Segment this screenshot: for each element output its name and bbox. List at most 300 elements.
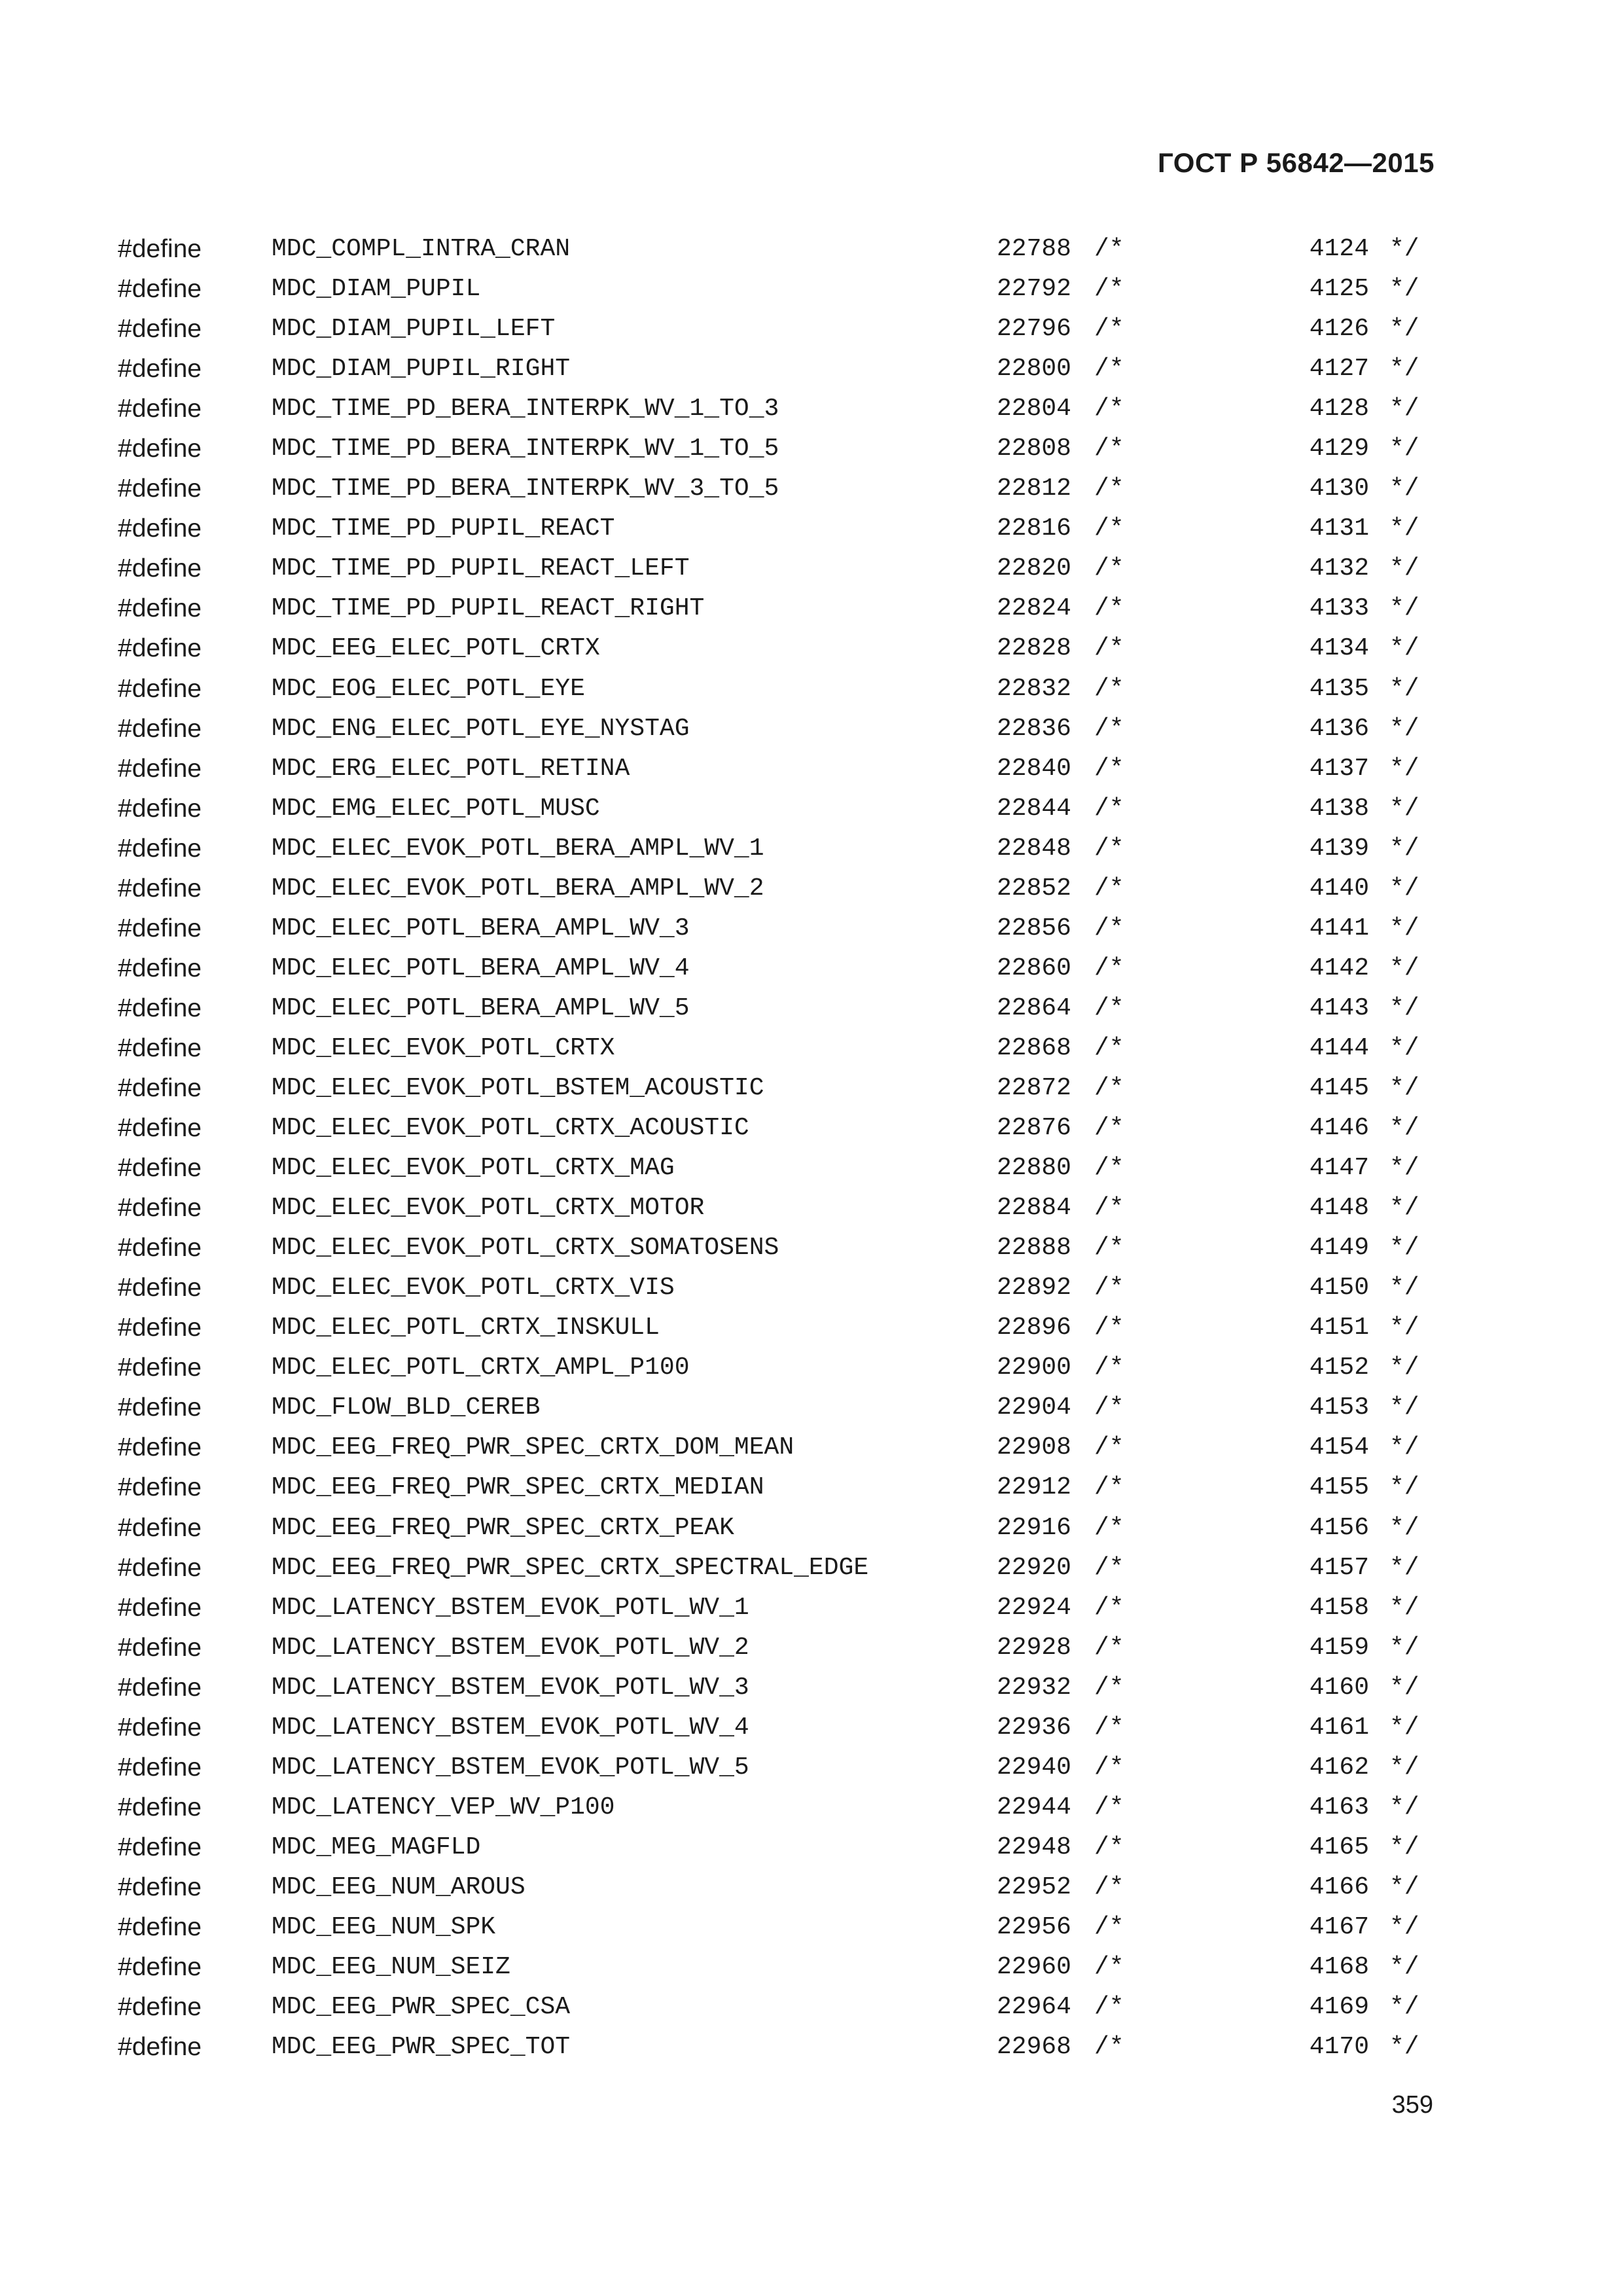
comment-open: /* [1094, 554, 1124, 583]
comment-close: */ [1389, 1274, 1419, 1302]
reference-code: 4154 [1309, 1433, 1369, 1462]
comment-open: /* [1094, 754, 1124, 783]
define-keyword: #define [118, 634, 202, 663]
macro-name: MDC_LATENCY_BSTEM_EVOK_POTL_WV_3 [272, 1673, 749, 1702]
macro-value: 22824 [996, 594, 1071, 623]
define-keyword: #define [118, 2033, 202, 2062]
macro-value: 22832 [996, 674, 1071, 703]
define-row [0, 1987, 1623, 2027]
comment-open: /* [1094, 2033, 1124, 2062]
macro-name: MDC_ERG_ELEC_POTL_RETINA [272, 754, 630, 783]
macro-name: MDC_ELEC_EVOK_POTL_CRTX_SOMATOSENS [272, 1234, 779, 1263]
comment-open: /* [1094, 235, 1124, 263]
reference-code: 4147 [1309, 1154, 1369, 1183]
comment-open: /* [1094, 1473, 1124, 1502]
comment-open: /* [1094, 1833, 1124, 1861]
define-row [0, 1028, 1623, 1068]
define-row [0, 948, 1623, 988]
comment-open: /* [1094, 1314, 1124, 1342]
define-keyword: #define [118, 235, 202, 263]
define-row [0, 1108, 1623, 1148]
macro-name: MDC_ELEC_EVOK_POTL_BSTEM_ACOUSTIC [272, 1073, 764, 1102]
macro-value: 22816 [996, 514, 1071, 543]
comment-close: */ [1389, 714, 1419, 743]
comment-open: /* [1094, 674, 1124, 703]
define-keyword: #define [118, 1433, 202, 1462]
comment-close: */ [1389, 2033, 1419, 2062]
macro-name: MDC_EEG_FREQ_PWR_SPEC_CRTX_DOM_MEAN [272, 1433, 794, 1462]
macro-name: MDC_DIAM_PUPIL [272, 275, 481, 304]
comment-close: */ [1389, 1953, 1419, 1982]
macro-name: MDC_LATENCY_BSTEM_EVOK_POTL_WV_4 [272, 1713, 749, 1742]
reference-code: 4157 [1309, 1553, 1369, 1582]
define-keyword: #define [118, 1154, 202, 1183]
comment-close: */ [1389, 1354, 1419, 1382]
define-keyword: #define [118, 1593, 202, 1622]
reference-code: 4144 [1309, 1033, 1369, 1062]
reference-code: 4139 [1309, 834, 1369, 863]
macro-value: 22860 [996, 954, 1071, 982]
define-row [0, 1668, 1623, 1708]
macro-name: MDC_ELEC_EVOK_POTL_CRTX_VIS [272, 1274, 675, 1302]
macro-name: MDC_EOG_ELEC_POTL_EYE [272, 674, 585, 703]
macro-value: 22924 [996, 1593, 1071, 1622]
define-keyword: #define [118, 794, 202, 823]
define-row [0, 628, 1623, 668]
comment-close: */ [1389, 1673, 1419, 1702]
reference-code: 4143 [1309, 994, 1369, 1022]
document-header: ГОСТ Р 56842—2015 [1158, 147, 1435, 178]
macro-name: MDC_TIME_PD_BERA_INTERPK_WV_3_TO_5 [272, 475, 779, 503]
macro-name: MDC_TIME_PD_PUPIL_REACT [272, 514, 615, 543]
define-row [0, 1388, 1623, 1427]
comment-close: */ [1389, 754, 1419, 783]
comment-close: */ [1389, 554, 1419, 583]
comment-open: /* [1094, 1793, 1124, 1821]
macro-value: 22920 [996, 1553, 1071, 1582]
define-row [0, 1228, 1623, 1268]
comment-close: */ [1389, 634, 1419, 663]
define-keyword: #define [118, 315, 202, 344]
macro-name: MDC_EEG_NUM_SEIZ [272, 1953, 510, 1982]
comment-open: /* [1094, 1234, 1124, 1263]
comment-close: */ [1389, 1713, 1419, 1742]
macro-name: MDC_EEG_PWR_SPEC_TOT [272, 2033, 571, 2062]
macro-value: 22944 [996, 1793, 1071, 1821]
comment-close: */ [1389, 994, 1419, 1022]
reference-code: 4156 [1309, 1513, 1369, 1542]
macro-value: 22908 [996, 1433, 1071, 1462]
reference-code: 4146 [1309, 1114, 1369, 1143]
define-keyword: #define [118, 514, 202, 543]
comment-close: */ [1389, 954, 1419, 982]
define-keyword: #define [118, 275, 202, 304]
macro-value: 22912 [996, 1473, 1071, 1502]
reference-code: 4126 [1309, 315, 1369, 344]
comment-open: /* [1094, 1673, 1124, 1702]
macro-value: 22836 [996, 714, 1071, 743]
comment-open: /* [1094, 834, 1124, 863]
comment-close: */ [1389, 1154, 1419, 1183]
reference-code: 4131 [1309, 514, 1369, 543]
macro-value: 22880 [996, 1154, 1071, 1183]
reference-code: 4165 [1309, 1833, 1369, 1861]
define-keyword: #define [118, 1673, 202, 1702]
comment-close: */ [1389, 1993, 1419, 2022]
reference-code: 4134 [1309, 634, 1369, 663]
define-keyword: #define [118, 994, 202, 1022]
macro-value: 22788 [996, 235, 1071, 263]
reference-code: 4158 [1309, 1593, 1369, 1622]
comment-close: */ [1389, 1393, 1419, 1422]
define-keyword: #define [118, 1553, 202, 1582]
macro-name: MDC_TIME_PD_BERA_INTERPK_WV_1_TO_3 [272, 395, 779, 423]
comment-open: /* [1094, 634, 1124, 663]
comment-close: */ [1389, 275, 1419, 304]
macro-name: MDC_ELEC_POTL_BERA_AMPL_WV_5 [272, 994, 690, 1022]
comment-open: /* [1094, 1194, 1124, 1223]
reference-code: 4142 [1309, 954, 1369, 982]
define-row [0, 829, 1623, 869]
reference-code: 4162 [1309, 1753, 1369, 1782]
macro-value: 22844 [996, 794, 1071, 823]
macro-value: 22916 [996, 1513, 1071, 1542]
comment-open: /* [1094, 1073, 1124, 1102]
comment-close: */ [1389, 1833, 1419, 1861]
define-row [0, 1188, 1623, 1228]
macro-value: 22888 [996, 1234, 1071, 1263]
macro-value: 22856 [996, 914, 1071, 942]
comment-open: /* [1094, 1033, 1124, 1062]
reference-code: 4138 [1309, 794, 1369, 823]
define-row [0, 1427, 1623, 1467]
define-row [0, 389, 1623, 429]
define-row [0, 1348, 1623, 1388]
define-row [0, 669, 1623, 709]
reference-code: 4160 [1309, 1673, 1369, 1702]
macro-value: 22956 [996, 1912, 1071, 1941]
comment-open: /* [1094, 475, 1124, 503]
reference-code: 4136 [1309, 714, 1369, 743]
reference-code: 4159 [1309, 1633, 1369, 1662]
define-keyword: #define [118, 1473, 202, 1502]
macro-name: MDC_ELEC_EVOK_POTL_CRTX_MOTOR [272, 1194, 705, 1223]
comment-close: */ [1389, 1633, 1419, 1662]
macro-name: MDC_COMPL_INTRA_CRAN [272, 235, 571, 263]
reference-code: 4152 [1309, 1354, 1369, 1382]
define-keyword: #define [118, 754, 202, 783]
macro-value: 22848 [996, 834, 1071, 863]
reference-code: 4168 [1309, 1953, 1369, 1982]
macro-value: 22820 [996, 554, 1071, 583]
comment-close: */ [1389, 475, 1419, 503]
define-row [0, 269, 1623, 309]
macro-value: 22904 [996, 1393, 1071, 1422]
macro-name: MDC_TIME_PD_PUPIL_REACT_LEFT [272, 554, 690, 583]
macro-value: 22960 [996, 1953, 1071, 1982]
define-keyword: #define [118, 1793, 202, 1821]
macro-name: MDC_EEG_FREQ_PWR_SPEC_CRTX_MEDIAN [272, 1473, 764, 1502]
define-keyword: #define [118, 1033, 202, 1062]
comment-open: /* [1094, 1553, 1124, 1582]
define-keyword: #define [118, 954, 202, 982]
comment-open: /* [1094, 1873, 1124, 1901]
define-keyword: #define [118, 475, 202, 503]
define-keyword: #define [118, 1993, 202, 2022]
define-row [0, 349, 1623, 389]
define-keyword: #define [118, 874, 202, 903]
define-keyword: #define [118, 1753, 202, 1782]
comment-close: */ [1389, 1433, 1419, 1462]
comment-open: /* [1094, 1393, 1124, 1422]
define-row [0, 869, 1623, 908]
define-keyword: #define [118, 1073, 202, 1102]
comment-open: /* [1094, 1753, 1124, 1782]
macro-name: MDC_EEG_NUM_SPK [272, 1912, 496, 1941]
macro-name: MDC_LATENCY_VEP_WV_P100 [272, 1793, 615, 1821]
reference-code: 4130 [1309, 475, 1369, 503]
define-keyword: #define [118, 1833, 202, 1861]
macro-value: 22792 [996, 275, 1071, 304]
define-keyword: #define [118, 435, 202, 463]
define-row [0, 1068, 1623, 1108]
macro-value: 22952 [996, 1873, 1071, 1901]
macro-name: MDC_MEG_MAGFLD [272, 1833, 481, 1861]
comment-close: */ [1389, 235, 1419, 263]
comment-close: */ [1389, 1473, 1419, 1502]
define-row [0, 709, 1623, 749]
macro-name: MDC_LATENCY_BSTEM_EVOK_POTL_WV_2 [272, 1633, 749, 1662]
macro-value: 22936 [996, 1713, 1071, 1742]
macro-name: MDC_ELEC_POTL_CRTX_INSKULL [272, 1314, 660, 1342]
macro-name: MDC_ELEC_EVOK_POTL_CRTX_MAG [272, 1154, 675, 1183]
comment-close: */ [1389, 674, 1419, 703]
macro-name: MDC_LATENCY_BSTEM_EVOK_POTL_WV_5 [272, 1753, 749, 1782]
define-row [0, 1548, 1623, 1588]
define-keyword: #define [118, 1114, 202, 1143]
macro-name: MDC_DIAM_PUPIL_LEFT [272, 315, 556, 344]
define-row [0, 1708, 1623, 1748]
macro-name: MDC_ELEC_EVOK_POTL_BERA_AMPL_WV_2 [272, 874, 764, 903]
macro-name: MDC_ELEC_POTL_BERA_AMPL_WV_3 [272, 914, 690, 942]
define-keyword: #define [118, 1234, 202, 1263]
comment-close: */ [1389, 1314, 1419, 1342]
reference-code: 4127 [1309, 355, 1369, 384]
comment-open: /* [1094, 1993, 1124, 2022]
macro-value: 22928 [996, 1633, 1071, 1662]
macro-value: 22872 [996, 1073, 1071, 1102]
define-row [0, 1947, 1623, 1987]
macro-value: 22932 [996, 1673, 1071, 1702]
reference-code: 4145 [1309, 1073, 1369, 1102]
comment-open: /* [1094, 1513, 1124, 1542]
comment-close: */ [1389, 874, 1419, 903]
reference-code: 4151 [1309, 1314, 1369, 1342]
comment-open: /* [1094, 914, 1124, 942]
define-keyword: #define [118, 1314, 202, 1342]
macro-name: MDC_ELEC_EVOK_POTL_CRTX [272, 1033, 615, 1062]
reference-code: 4155 [1309, 1473, 1369, 1502]
comment-close: */ [1389, 395, 1419, 423]
define-row [0, 229, 1623, 269]
define-row [0, 988, 1623, 1028]
comment-close: */ [1389, 1033, 1419, 1062]
define-keyword: #define [118, 554, 202, 583]
comment-open: /* [1094, 1114, 1124, 1143]
comment-open: /* [1094, 794, 1124, 823]
comment-open: /* [1094, 714, 1124, 743]
define-row [0, 1467, 1623, 1507]
define-row [0, 1588, 1623, 1628]
reference-code: 4132 [1309, 554, 1369, 583]
define-keyword: #define [118, 395, 202, 423]
define-row [0, 749, 1623, 789]
macro-value: 22884 [996, 1194, 1071, 1223]
define-keyword: #define [118, 1912, 202, 1941]
define-row [0, 1308, 1623, 1348]
comment-open: /* [1094, 1633, 1124, 1662]
macro-value: 22840 [996, 754, 1071, 783]
reference-code: 4166 [1309, 1873, 1369, 1901]
define-row [0, 2027, 1623, 2067]
comment-open: /* [1094, 355, 1124, 384]
macro-name: MDC_DIAM_PUPIL_RIGHT [272, 355, 571, 384]
comment-close: */ [1389, 1912, 1419, 1941]
macro-name: MDC_ELEC_POTL_CRTX_AMPL_P100 [272, 1354, 690, 1382]
define-row [0, 548, 1623, 588]
comment-close: */ [1389, 794, 1419, 823]
define-row [0, 1867, 1623, 1907]
reference-code: 4140 [1309, 874, 1369, 903]
comment-open: /* [1094, 435, 1124, 463]
comment-close: */ [1389, 1114, 1419, 1143]
comment-close: */ [1389, 1593, 1419, 1622]
reference-code: 4167 [1309, 1912, 1369, 1941]
reference-code: 4124 [1309, 235, 1369, 263]
define-keyword: #define [118, 1194, 202, 1223]
reference-code: 4141 [1309, 914, 1369, 942]
comment-close: */ [1389, 1753, 1419, 1782]
comment-close: */ [1389, 914, 1419, 942]
define-row [0, 1827, 1623, 1867]
macro-value: 22796 [996, 315, 1071, 344]
define-keyword: #define [118, 1393, 202, 1422]
define-keyword: #define [118, 1713, 202, 1742]
macro-name: MDC_TIME_PD_BERA_INTERPK_WV_1_TO_5 [272, 435, 779, 463]
reference-code: 4125 [1309, 275, 1369, 304]
define-keyword: #define [118, 1953, 202, 1982]
macro-name: MDC_TIME_PD_PUPIL_REACT_RIGHT [272, 594, 705, 623]
macro-value: 22804 [996, 395, 1071, 423]
define-keyword: #define [118, 914, 202, 942]
define-row [0, 1748, 1623, 1787]
define-row [0, 1148, 1623, 1188]
define-row [0, 1628, 1623, 1668]
comment-open: /* [1094, 1433, 1124, 1462]
macro-name: MDC_EEG_FREQ_PWR_SPEC_CRTX_PEAK [272, 1513, 734, 1542]
define-row [0, 1907, 1623, 1947]
macro-value: 22812 [996, 475, 1071, 503]
comment-open: /* [1094, 1953, 1124, 1982]
macro-name: MDC_EEG_FREQ_PWR_SPEC_CRTX_SPECTRAL_EDGE [272, 1553, 869, 1582]
macro-name: MDC_ELEC_EVOK_POTL_CRTX_ACOUSTIC [272, 1114, 749, 1143]
page-number: 359 [1391, 2091, 1433, 2119]
comment-open: /* [1094, 1354, 1124, 1382]
comment-close: */ [1389, 1873, 1419, 1901]
comment-close: */ [1389, 834, 1419, 863]
comment-close: */ [1389, 315, 1419, 344]
define-keyword: #define [118, 594, 202, 623]
define-row [0, 469, 1623, 509]
define-keyword: #define [118, 1274, 202, 1302]
define-keyword: #define [118, 1633, 202, 1662]
define-row [0, 588, 1623, 628]
comment-open: /* [1094, 1593, 1124, 1622]
macro-name: MDC_LATENCY_BSTEM_EVOK_POTL_WV_1 [272, 1593, 749, 1622]
macro-value: 22964 [996, 1993, 1071, 2022]
comment-close: */ [1389, 514, 1419, 543]
comment-close: */ [1389, 435, 1419, 463]
reference-code: 4129 [1309, 435, 1369, 463]
comment-open: /* [1094, 954, 1124, 982]
comment-open: /* [1094, 315, 1124, 344]
comment-close: */ [1389, 1234, 1419, 1263]
macro-value: 22968 [996, 2033, 1071, 2062]
reference-code: 4137 [1309, 754, 1369, 783]
comment-open: /* [1094, 395, 1124, 423]
define-row [0, 1508, 1623, 1548]
macro-value: 22948 [996, 1833, 1071, 1861]
reference-code: 4163 [1309, 1793, 1369, 1821]
define-list [0, 229, 1623, 2067]
define-keyword: #define [118, 355, 202, 384]
reference-code: 4169 [1309, 1993, 1369, 2022]
reference-code: 4161 [1309, 1713, 1369, 1742]
comment-close: */ [1389, 1793, 1419, 1821]
define-row [0, 429, 1623, 469]
comment-close: */ [1389, 1553, 1419, 1582]
define-keyword: #define [118, 714, 202, 743]
comment-open: /* [1094, 1154, 1124, 1183]
define-keyword: #define [118, 1354, 202, 1382]
define-row [0, 908, 1623, 948]
reference-code: 4153 [1309, 1393, 1369, 1422]
reference-code: 4133 [1309, 594, 1369, 623]
macro-value: 22892 [996, 1274, 1071, 1302]
macro-name: MDC_EEG_NUM_AROUS [272, 1873, 526, 1901]
macro-value: 22808 [996, 435, 1071, 463]
comment-open: /* [1094, 275, 1124, 304]
macro-value: 22900 [996, 1354, 1071, 1382]
macro-name: MDC_EMG_ELEC_POTL_MUSC [272, 794, 600, 823]
macro-name: MDC_ELEC_POTL_BERA_AMPL_WV_4 [272, 954, 690, 982]
macro-value: 22852 [996, 874, 1071, 903]
macro-value: 22828 [996, 634, 1071, 663]
comment-close: */ [1389, 355, 1419, 384]
comment-open: /* [1094, 874, 1124, 903]
comment-open: /* [1094, 1912, 1124, 1941]
define-row [0, 309, 1623, 349]
define-row [0, 1268, 1623, 1308]
reference-code: 4135 [1309, 674, 1369, 703]
define-keyword: #define [118, 1873, 202, 1901]
comment-open: /* [1094, 994, 1124, 1022]
macro-value: 22940 [996, 1753, 1071, 1782]
comment-close: */ [1389, 1194, 1419, 1223]
define-keyword: #define [118, 834, 202, 863]
define-row [0, 789, 1623, 829]
define-keyword: #define [118, 1513, 202, 1542]
